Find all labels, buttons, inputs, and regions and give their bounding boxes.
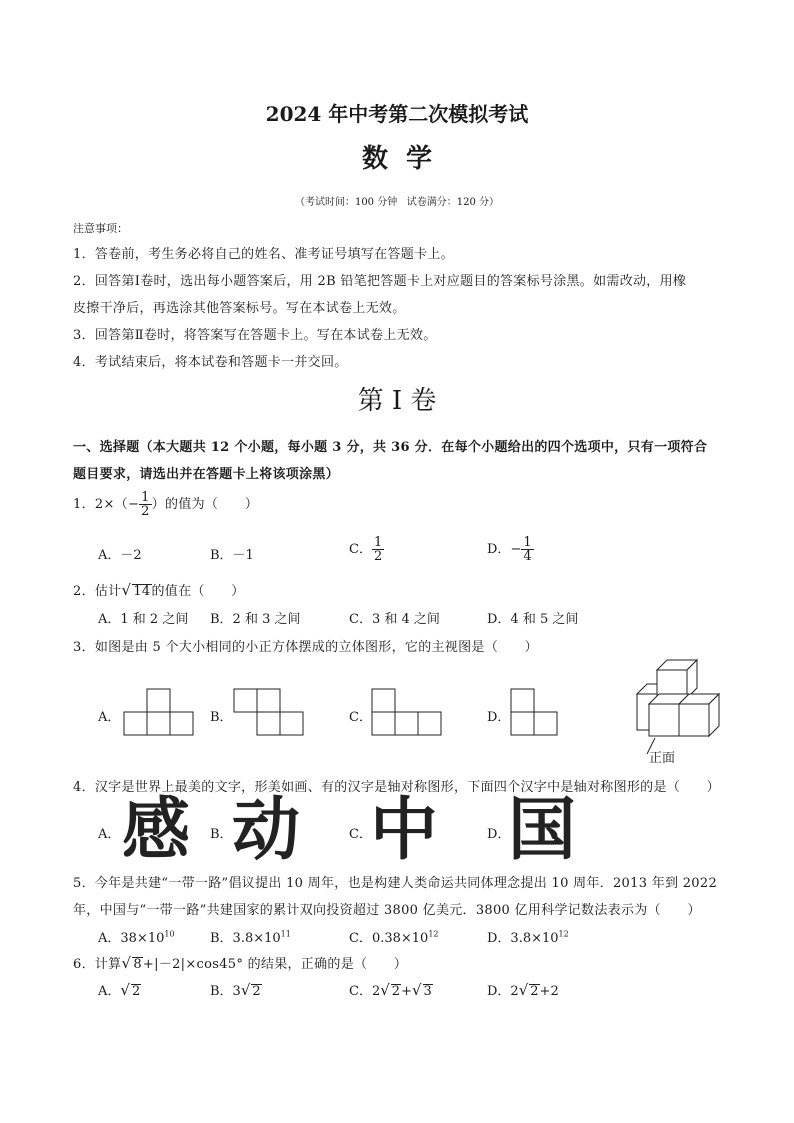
q6-d-label: D．2 <box>487 984 519 999</box>
q6-d-tail: +2 <box>539 984 559 999</box>
q1-d-den: 4 <box>523 549 532 564</box>
q1-minus: − <box>127 497 140 512</box>
q4-char-a: 感 <box>122 791 191 870</box>
q3-option-d-figure <box>510 688 560 738</box>
note-item: 1．答卷前，考生务必将自己的姓名、准考证号填写在答题卡上。 <box>73 247 454 262</box>
q5-a-base: A．38×10 <box>98 931 165 946</box>
q5-b-exp: 11 <box>280 929 291 939</box>
q6-b-rad: 2 <box>252 984 261 999</box>
sqrt-icon: √ <box>120 981 130 999</box>
q5-b-base: B．3.8×10 <box>210 931 281 946</box>
q6-c-plus: + <box>401 984 412 999</box>
q1-d-fraction <box>521 536 533 563</box>
question-3: 3．如图是由 5 个大小相同的小正方体摆成的立体图形，它的主视图是（ ） <box>73 640 538 655</box>
sqrt-icon: √ <box>121 954 132 972</box>
q2-option-a[interactable]: A．1 和 2 之间 <box>98 612 189 627</box>
q1-c-den: 2 <box>373 549 383 564</box>
sqrt-icon: √ <box>121 581 132 599</box>
q6-pre: 6．计算 <box>73 957 122 972</box>
q3-front-label: 正面 <box>649 751 676 766</box>
q2-pre: 2．估计 <box>73 584 122 599</box>
q2-option-c[interactable]: C．3 和 4 之间 <box>349 612 440 627</box>
q1-d-num: 1 <box>523 535 532 550</box>
q1-fraction <box>139 491 152 518</box>
note-item: 皮擦干净后，再选涂其他答案标号。写在本试卷上无效。 <box>73 301 406 316</box>
q1-option-a[interactable]: A．－2 <box>98 548 142 563</box>
q3-option-b-figure <box>233 688 305 738</box>
q6-c-rad2: 3 <box>423 984 432 999</box>
q6-a-rad: 2 <box>131 984 141 999</box>
q1-frac-num: 1 <box>141 490 150 505</box>
notes-heading: 注意事项： <box>73 222 128 235</box>
q4-option-a[interactable]: A． <box>98 827 121 842</box>
q3-option-b[interactable]: B． <box>210 710 233 725</box>
q1-option-c[interactable] <box>349 536 384 563</box>
q3-option-a-figure <box>123 688 195 738</box>
q1-post: ）的值为（ ） <box>151 497 259 512</box>
section-heading-cont: 题目要求，请选出并在答题卡上将该项涂黑） <box>73 467 340 482</box>
q3-option-c-figure <box>371 688 443 738</box>
q5-option-b[interactable] <box>210 927 291 946</box>
q6-option-c[interactable] <box>349 980 433 999</box>
q1-d-label: D． <box>487 542 511 557</box>
sqrt-icon: √ <box>518 981 529 999</box>
q6-d-rad: 2 <box>530 984 539 999</box>
q1-c-fraction <box>372 536 384 563</box>
q4-char-d: 国 <box>508 791 577 870</box>
question-5-cont: 年，中国与“一带一路”共建国家的累计双向投资超过 3800 亿美元．3800 亿用科学记数法表示为（ ） <box>73 903 701 918</box>
q1-frac-den: 2 <box>141 504 150 519</box>
q3-option-a[interactable]: A． <box>98 710 121 725</box>
q5-option-a[interactable] <box>98 927 175 946</box>
q2-radicand: 14 <box>133 584 151 599</box>
sqrt-icon: √ <box>411 981 422 999</box>
q4-option-b[interactable]: B． <box>210 827 233 842</box>
q2-option-d[interactable]: D．4 和 5 之间 <box>487 612 579 627</box>
note-item: 2．回答第Ⅰ卷时，选出每小题答案后，用 2B 铅笔把答题卡上对应题目的答案标号涂黑。如需改动，用橡 <box>73 274 687 289</box>
q1-option-b[interactable]: B．－1 <box>210 548 254 563</box>
q5-option-c[interactable] <box>349 927 439 946</box>
note-item: 4．考试结束后，将本试卷和答题卡一并交回。 <box>73 355 348 370</box>
q1-option-d[interactable] <box>487 536 534 563</box>
q5-d-base: D．3.8×10 <box>487 931 559 946</box>
q3-option-c[interactable]: C． <box>349 710 372 725</box>
sqrt-icon: √ <box>380 981 390 999</box>
q4-option-c[interactable]: C． <box>349 827 372 842</box>
q5-a-exp: 10 <box>164 929 175 939</box>
q5-option-d[interactable] <box>487 927 569 946</box>
sqrt-icon: √ <box>240 981 251 999</box>
question-1 <box>73 491 258 518</box>
exam-title: 2024 年中考第二次模拟考试 <box>265 102 529 126</box>
q6-option-a[interactable] <box>98 980 141 999</box>
question-6 <box>73 953 407 972</box>
q1-c-label: C． <box>349 542 372 557</box>
question-5: 5．今年是共建“一带一路”倡议提出 10 周年，也是构建人类命运共同体理念提出 10 周年．2013 年到 2022 <box>73 876 718 891</box>
q5-c-exp: 12 <box>428 929 439 939</box>
q1-d-minus: − <box>510 542 522 557</box>
section-heading: 一、选择题（本大题共 12 个小题，每小题 3 分，共 36 分．在每个小题给出的四个选项中，只有一项符合 <box>73 440 708 455</box>
q5-d-exp: 12 <box>558 929 569 939</box>
q6-option-d[interactable] <box>487 980 559 999</box>
q6-mid: +|－2|×cos45° 的结果，正确的是（ ） <box>142 957 408 972</box>
question-2 <box>73 580 245 599</box>
q2-option-b[interactable]: B．2 和 3 之间 <box>210 612 301 627</box>
volume-heading: 第 I 卷 <box>357 386 437 416</box>
q6-a-label: A． <box>98 984 121 999</box>
q6-c-rad: 2 <box>391 984 401 999</box>
q1-pre: 1．2×（ <box>73 497 128 512</box>
exam-info: （考试时间：100 分钟 试卷满分：120 分） <box>294 197 500 208</box>
q4-char-b: 动 <box>232 791 301 870</box>
q4-option-d[interactable]: D． <box>487 827 511 842</box>
note-item: 3．回答第Ⅱ卷时，将答案写在答题卡上。写在本试卷上无效。 <box>73 328 437 343</box>
q5-c-base: C．0.38×10 <box>349 931 429 946</box>
subject-title: 数 学 <box>361 144 433 174</box>
q3-option-d[interactable]: D． <box>487 710 511 725</box>
q6-rad1: 8 <box>133 957 142 972</box>
q2-post: 的值在（ ） <box>151 584 245 599</box>
q6-b-label: B．3 <box>210 984 241 999</box>
question-4: 4．汉字是世界上最美的文字，形美如画、有的汉字是轴对称图形，下面四个汉字中是轴对称图形的是（ ） <box>73 780 720 795</box>
q6-option-b[interactable] <box>210 980 262 999</box>
q6-c-label: C．2 <box>349 984 381 999</box>
q4-char-c: 中 <box>370 791 439 870</box>
q1-c-num: 1 <box>373 535 383 550</box>
